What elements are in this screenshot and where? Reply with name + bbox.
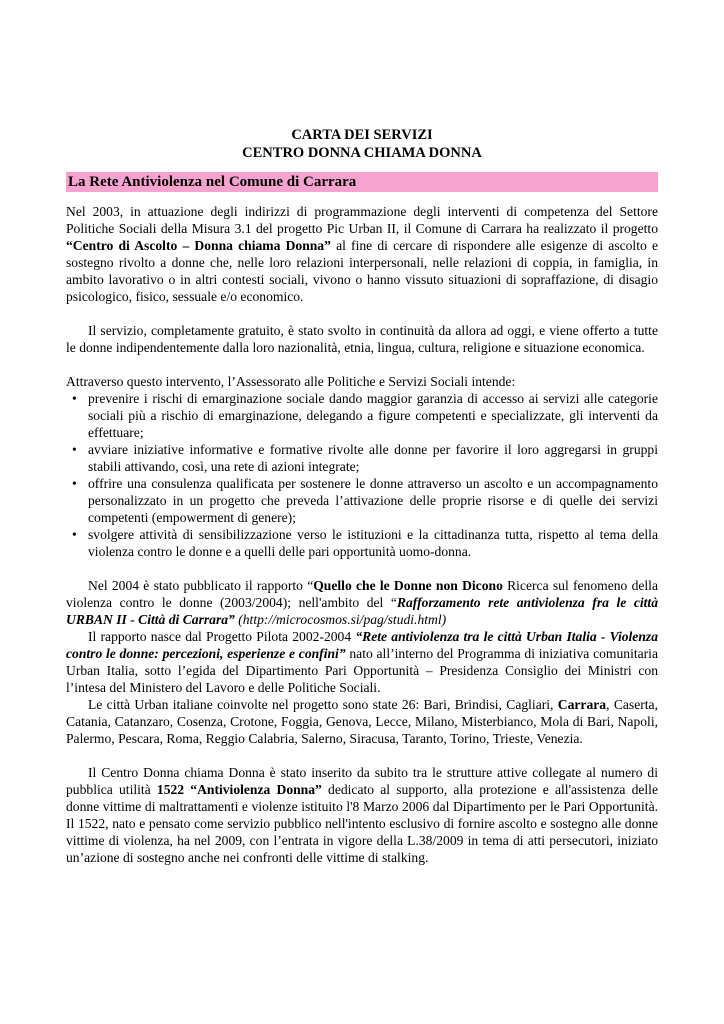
objectives-list (66, 390, 658, 560)
paragraph-service: Il servizio, completamente gratuito, è stato svolto in continuità da allora ad oggi, e viene offerto a tutte le donne indipendentemente dalla loro nazionalità, etnia, lingua, cultura, religione e situazione economica. (66, 323, 658, 355)
paragraph-text: Nel 2004 è stato pubblicato il rapporto “ (88, 578, 314, 593)
paragraph-urban-cities (66, 696, 658, 747)
list-item (66, 390, 658, 441)
pilot-project-title: “Rete antiviolenza tra le città Urban Italia - Violenza contro le donne: percezioni, esperienze e confini” (66, 629, 658, 661)
paragraph-text: , Caserta, Catania, Catanzaro, Cosenza, Crotone, Foggia, Genova, Lecce, Milano, Misterbianco, Mola di Bari, Napoli, Palermo, Pescara, Roma, Reggio Calabria, Salerno, Siracusa, Taranto, Torino, Trieste, Venezia. (66, 697, 658, 746)
bullet-icon: • (72, 442, 77, 457)
paragraph-report-2004 (66, 577, 658, 628)
list-item (66, 475, 658, 526)
paragraph-text: Il Centro Donna chiama Donna è stato inserito da subito tra le strutture attive collegate al numero di pubblica utilità (66, 765, 658, 797)
city-carrara: Carrara (557, 697, 607, 712)
paragraph-pilot-project (66, 628, 658, 696)
paragraph-text: Nel 2003, in attuazione degli indirizzi di programmazione degli interventi di competenza del Settore Politiche Sociali della Misura 3.1 del progetto Pic Urban II, il Comune di Carrara ha realizzato il progetto (66, 204, 658, 236)
list-item-text: avviare iniziative informative e formative rivolte alle donne per favorire il loro aggregarsi in gruppi stabili attivando, così, una rete di azioni integrate; (88, 442, 658, 474)
title-line-2: CENTRO DONNA CHIAMA DONNA (242, 145, 482, 161)
program-title: Rafforzamento rete antiviolenza fra le città URBAN II - Città di Carrara” (66, 595, 658, 627)
paragraph-text: Ricerca sul fenomeno della violenza contro le donne (2003/2004); nell'ambito del “ (66, 578, 658, 610)
report-link: (http://microcosmos.si/pag/studi.html) (234, 612, 447, 627)
paragraph-text: dedicato al supporto, alla protezione e all'assistenza delle donne vittime di maltrattamenti e violenze istituito l'8 Marzo 2006 dal Dipartimento per le Pari Opportunità. Il 1522, nato e pensato come servizio pubblico nell'intento esclusivo di fornire ascolto e sostegno alle donne vittime di violenza, ha nel 2009, con l’entrata in vigore della L.38/2009 in tema di atti persecutori, iniziato un’azione di sostegno anche nei confronti delle vittime di stalking. (66, 782, 658, 865)
paragraph-1522 (66, 764, 658, 866)
paragraph-text: Il rapporto nasce dal Progetto Pilota 2002-2004 (88, 629, 356, 644)
list-item (66, 526, 658, 560)
title-line-1: CARTA DEI SERVIZI (291, 127, 433, 143)
paragraph-intro (66, 203, 658, 305)
list-item-text: svolgere attività di sensibilizzazione verso le istituzioni e la cittadinanza tutta, rispetto al tema della violenza contro le donne e a quelli delle pari opportunità uomo-donna. (88, 527, 658, 559)
paragraph-objectives-intro: Attraverso questo intervento, l’Assessorato alle Politiche e Servizi Sociali intende: (66, 374, 516, 389)
report-title: Quello che le Donne non Dicono (313, 578, 503, 593)
bullet-icon: • (72, 391, 77, 406)
helpline-number: 1522 “Antiviolenza Donna” (156, 782, 322, 797)
project-name: “Centro di Ascolto – Donna chiama Donna” (66, 238, 331, 253)
bullet-icon: • (72, 527, 77, 542)
paragraph-text: al fine di cercare di rispondere alle esigenze di ascolto e sostegno rivolto a donne che, nelle loro relazioni interpersonali, nelle relazioni di coppia, in famiglia, in ambito lavorativo o in altri contesti sociali, vivono o hanno vissuto situazioni di sopraffazione, di disagio psicologico, fisico, sessuale e/o economico. (66, 238, 658, 304)
section-heading: La Rete Antiviolenza nel Comune di Carrara (66, 172, 658, 192)
list-item-text: prevenire i rischi di emarginazione sociale dando maggior garanzia di accesso ai servizi alle categorie sociali più a rischio di emarginazione, delegando a figure competenti e specializzate, gli interventi da effettuare; (88, 391, 658, 440)
document-title (66, 126, 658, 162)
bullet-icon: • (72, 476, 77, 491)
list-item (66, 441, 658, 475)
paragraph-text: nato all’interno del Programma di iniziativa comunitaria Urban Italia, sotto l’egida del Dipartimento Pari Opportunità – Presidenza Consiglio dei Ministri con l’intesa del Ministero del Lavoro e delle Politiche Sociali. (66, 646, 658, 695)
paragraph-text: Le città Urban italiane coinvolte nel progetto sono state 26: Bari, Brindisi, Cagliari, (88, 697, 558, 712)
list-item-text: offrire una consulenza qualificata per sostenere le donne attraverso un ascolto e un accompagnamento personalizzato in un progetto che preveda l’attivazione delle proprie risorse e di quelle dei servizi competenti (empowerment di genere); (88, 476, 658, 525)
document-page (66, 126, 658, 866)
